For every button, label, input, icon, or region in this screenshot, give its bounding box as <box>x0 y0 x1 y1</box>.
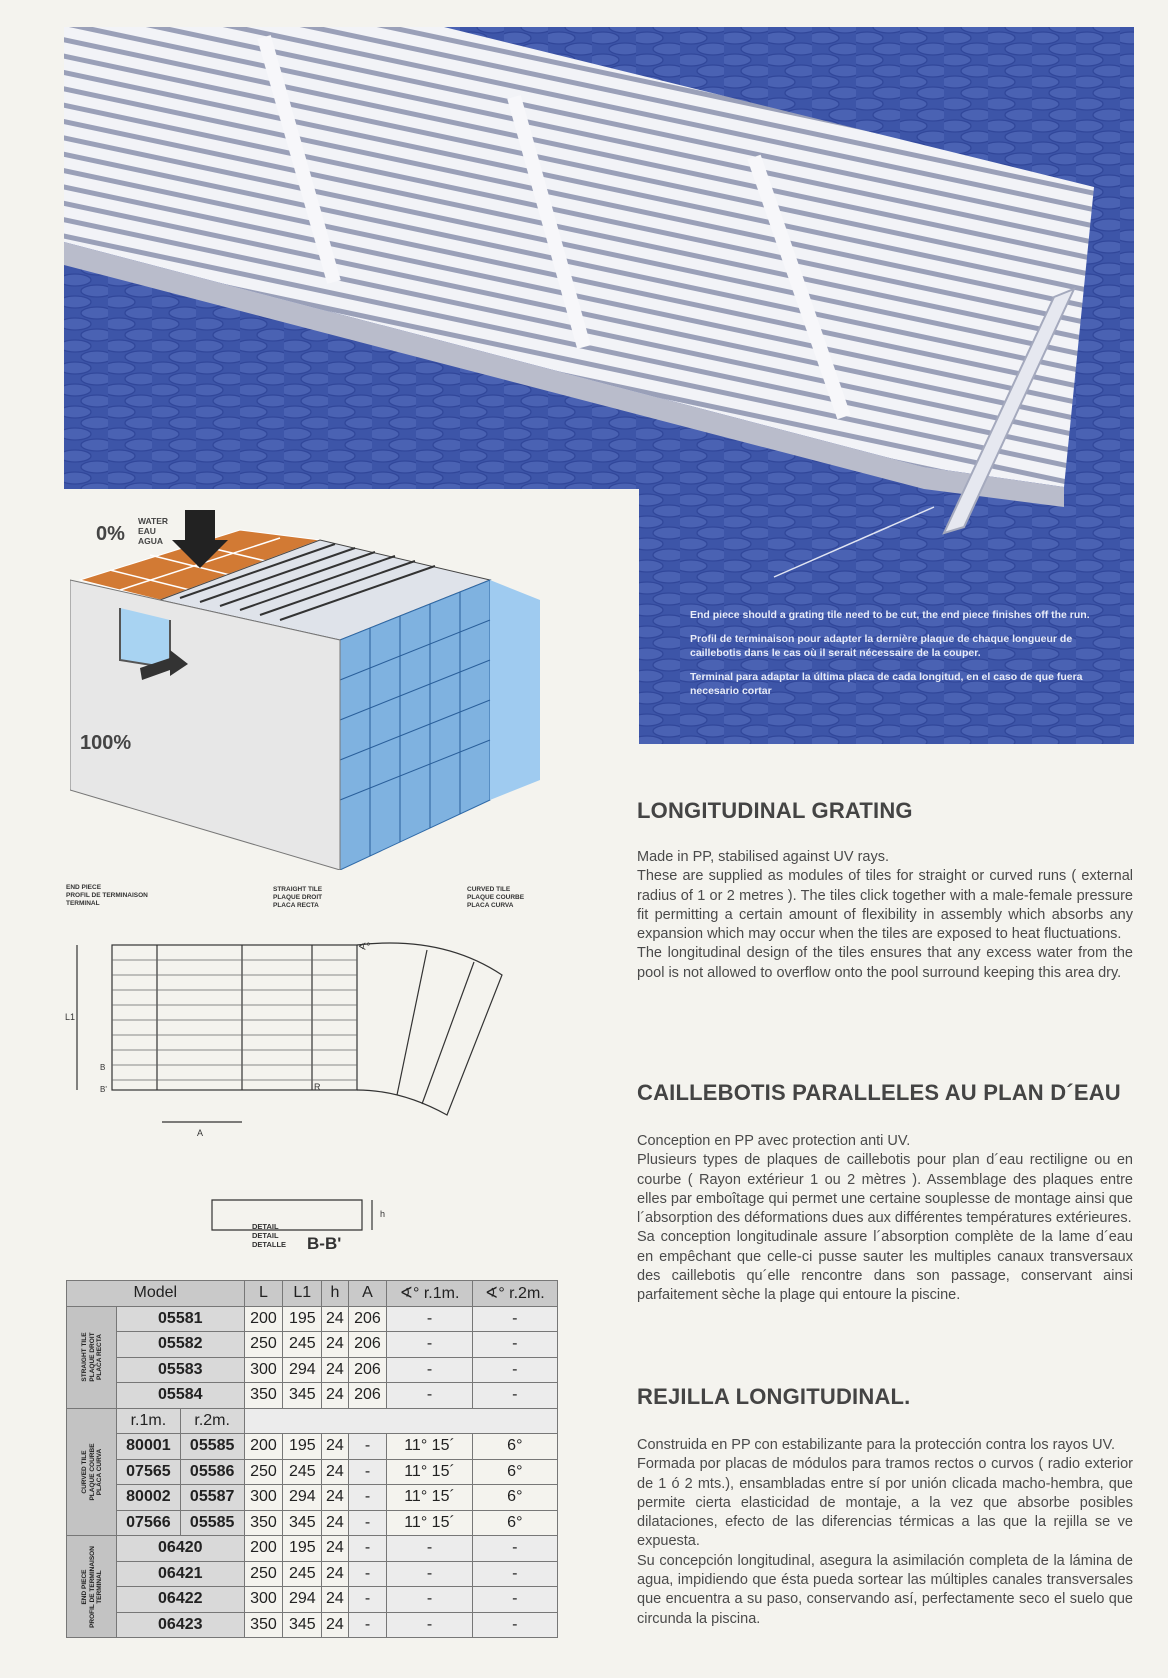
water-label: WATER EAU AGUA <box>138 516 169 546</box>
col-angle-r2: ∢° r.2m. <box>472 1281 557 1307</box>
title-fr: CAILLEBOTIS PARALLELES AU PLAN D´EAU <box>637 1080 1121 1105</box>
table-row: 06421 250 245 24 - - - <box>67 1561 558 1587</box>
straight-tile-label: STRAIGHT TILE PLAQUE DROIT PLACA RECTA <box>273 886 323 909</box>
table-row: 80002 05587 300 294 24 - 11° 15´ 6° <box>67 1485 558 1511</box>
curved-tile-label: CURVED TILE PLAQUE COURBE PLACA CURVA <box>467 886 525 909</box>
col-l1: L1 <box>283 1281 322 1307</box>
table-row: END PIECE PROFIL DE TERMINAISON TERMINAL 06420 200 195 24 - - - <box>67 1536 558 1562</box>
dim-b: B <box>100 1063 106 1072</box>
bottom-percent: 100% <box>80 732 132 754</box>
para-fr-2: Plusieurs types de plaques de caillebotis pour plan d´eau rectiligne ou en courbe ( Rayon extérieur 1 ou 2 mètres ). Assemblage des plaques entre elles par emboîtage qui permet une certaine souplesse de montage ainsi que l´absorption des déformations dues aux différentes températures extérieures. <box>637 1152 1133 1227</box>
pool-edge-diagram <box>70 510 630 870</box>
dim-l1: L1 <box>65 1012 76 1022</box>
photo-caption <box>690 608 1100 708</box>
section-es <box>637 1384 1133 1629</box>
table-subheader: CURVED TILE PLAQUE COURBE PLACA CURVA r.1m. r.2m. <box>67 1408 558 1434</box>
title-es: REJILLA LONGITUDINAL. <box>637 1384 911 1409</box>
para-en-3: The longitudinal design of the tiles ensures that any excess water from the pool is not allowed to overflow onto the pool surround keeping this area dry. <box>637 945 1133 981</box>
spec-table <box>66 1280 558 1638</box>
detail-label: DETAIL DETAIL DETALLE <box>252 1222 287 1249</box>
para-fr-3: Sa conception longitudinale assure l´absorption complète de la lame d´eau en empêchant que celle-ci pusse sauter les multiples canaux transversaux des caillebotis qu´elle rencontre dans son passage, conservant ainsi parfaitement sèche la plage qui entoure la piscine. <box>637 1229 1133 1304</box>
top-percent: 0% <box>96 523 125 545</box>
section-en <box>637 798 1133 983</box>
section-label: B-B' <box>307 1234 342 1253</box>
dim-a: A <box>197 1128 204 1138</box>
para-fr-1: Conception en PP avec protection anti UV. <box>637 1133 911 1149</box>
table-row: 07565 05586 250 245 24 - 11° 15´ 6° <box>67 1459 558 1485</box>
dim-b-prime: B' <box>100 1085 107 1094</box>
col-a: A <box>348 1281 387 1307</box>
table-row: 05583 300 294 24 206 - - <box>67 1357 558 1383</box>
section-fr <box>637 1080 1133 1306</box>
end-piece-label: END PIECE PROFIL DE TERMINAISON TERMINAL <box>66 884 148 907</box>
dim-angle: ∢° <box>358 942 371 953</box>
para-en-1: Made in PP, stabilised against UV rays. <box>637 849 890 865</box>
col-model: Model <box>67 1281 245 1307</box>
table-row: 80001 05585 200 195 24 - 11° 15´ 6° <box>67 1434 558 1460</box>
table-row: 05584 350 345 24 206 - - <box>67 1383 558 1409</box>
col-angle-r1: ∢° r.1m. <box>387 1281 472 1307</box>
col-l: L <box>244 1281 283 1307</box>
caption-es: Terminal para adaptar la última placa de cada longitud, en el caso de que fuera necesario cortar <box>690 671 1083 697</box>
table-row: 05582 250 245 24 206 - - <box>67 1332 558 1358</box>
caption-en: End piece should a grating tile need to be cut, the end piece finishes off the run. <box>690 609 1090 621</box>
para-es-2: Formada por placas de módulos para tramos rectos o curvos ( radio exterior de 1 ó 2 mts.), ensambladas entre sí por unión clicada macho-hembra, que permite cierta elasticidad de montaje, a la vez que absorbe posibles dilataciones, efecto de las diferencias térmicas a las que la rejilla se ve expuesta. <box>637 1456 1133 1550</box>
title-en: LONGITUDINAL GRATING <box>637 798 913 823</box>
dim-r: R <box>314 1082 321 1092</box>
table-row: 07566 05585 350 345 24 - 11° 15´ 6° <box>67 1510 558 1536</box>
group-curved: CURVED TILE PLAQUE COURBE PLACA CURVA <box>67 1408 117 1536</box>
para-es-1: Construida en PP con estabilizante para la protección contra los rayos UV. <box>637 1437 1115 1453</box>
technical-drawing <box>62 880 602 1260</box>
group-straight: STRAIGHT TILE PLAQUE DROIT PLACA RECTA <box>67 1306 117 1408</box>
table-row: 06422 300 294 24 - - - <box>67 1587 558 1613</box>
table-row: STRAIGHT TILE PLAQUE DROIT PLACA RECTA 05581 200 195 24 206 - - <box>67 1306 558 1332</box>
table-row: 06423 350 345 24 - - - <box>67 1612 558 1638</box>
col-h: h <box>322 1281 348 1307</box>
para-en-2: These are supplied as modules of tiles for straight or curved runs ( external radius of 1 or 2 metres ). The tiles click together with a male-female pressure fit permitting a certain amount of flexibility in assembly which absorbs any expansion which may occur when the tiles are exposed to heat fluctuations. <box>637 868 1133 943</box>
group-end: END PIECE PROFIL DE TERMINAISON TERMINAL <box>67 1536 117 1638</box>
para-es-3: Su concepción longitudinal, asegura la asimilación completa de la lámina de agua, impidiendo que ésta pueda sortear las múltiples canales transversales que encuentra a su paso, conservando así, perfectamente seco el suelo que circunda la piscina. <box>637 1552 1133 1627</box>
dim-h: h <box>380 1209 386 1219</box>
caption-fr: Profil de terminaison pour adapter la dernière plaque de chaque longueur de caillebotis dans le cas où il serait nécessaire de la couper. <box>690 633 1073 659</box>
